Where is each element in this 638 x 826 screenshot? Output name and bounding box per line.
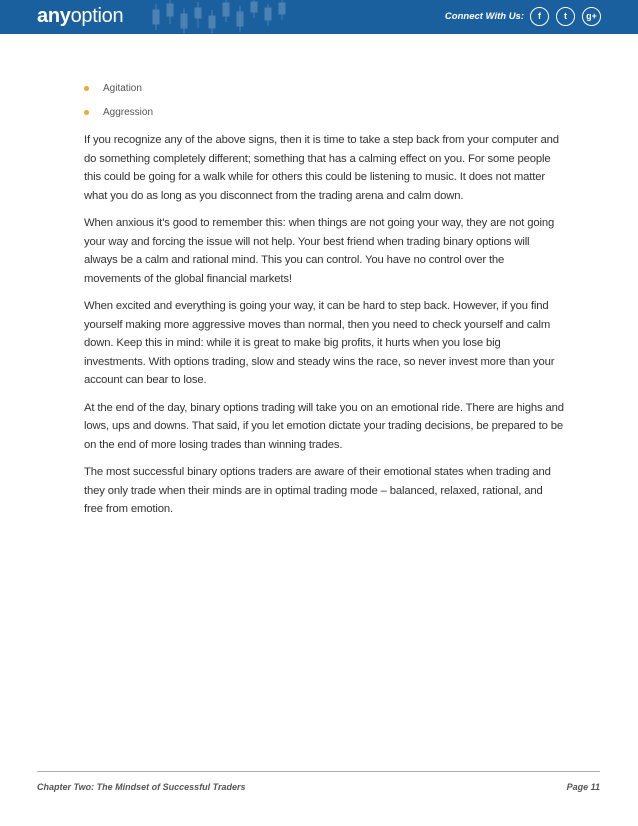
footer-divider — [37, 771, 600, 772]
paragraph: The most successful binary options traders are aware of their emotional states when trading and they only trade when their minds are in optimal trading mode – balanced, relaxed, rational, and free from emotion. — [84, 466, 551, 515]
bullet-dot-icon — [84, 86, 89, 91]
candlestick-decoration — [150, 0, 350, 34]
google-plus-icon[interactable]: g+ — [582, 7, 601, 26]
logo-suffix: option — [70, 5, 124, 27]
paragraph: If you recognize any of the above signs, then it is time to take a step back from your computer and do something completely different; something that has a calming effect on you. For some people this could be going for a walk while for others this could be listening to music. It does not matter what you do as long as you disconnect from the trading arena and calm down. — [84, 134, 559, 202]
paragraph: When anxious it’s good to remember this: when things are not going your way, they are not going your way and forcing the issue will not help. Your best friend when trading binary options will always be a calm and rational mind. This you can control. You have no control over the movements of the global financial markets! — [84, 217, 555, 285]
footer-chapter-title: Chapter Two: The Mindset of Successful Traders — [37, 782, 246, 792]
facebook-icon[interactable]: f — [530, 7, 549, 26]
paragraph: When excited and everything is going your way, it can be hard to step back. However, if you find yourself making more aggressive moves than normal, then you need to check yourself and calm down. Keep this in mind: while it is great to make big profits, it hurts when you lose big investments. With options trading, slow and steady wins the race, so never invest more than your account can bear to lose. — [84, 300, 555, 386]
list-item — [84, 104, 564, 128]
footer-page-number: Page 11 — [566, 782, 600, 792]
bullet-text: Aggression — [103, 107, 154, 118]
twitter-icon[interactable]: t — [556, 7, 575, 26]
paragraph: At the end of the day, binary options trading will take you on an emotional ride. There are highs and lows, ups and downs. That said, if you let emotion dictate your trading decisions, be prepared to be on the end of more losing trades than winning trades. — [84, 401, 564, 451]
list-item — [84, 80, 564, 104]
page-header — [0, 0, 638, 34]
anyoption-logo[interactable] — [37, 5, 123, 28]
bullet-text: Agitation — [103, 83, 142, 94]
bullet-list — [84, 80, 564, 128]
main-content — [84, 80, 564, 528]
logo-prefix: any — [37, 5, 71, 27]
bullet-dot-icon — [84, 110, 89, 115]
connect-label: Connect With Us: — [444, 11, 524, 22]
